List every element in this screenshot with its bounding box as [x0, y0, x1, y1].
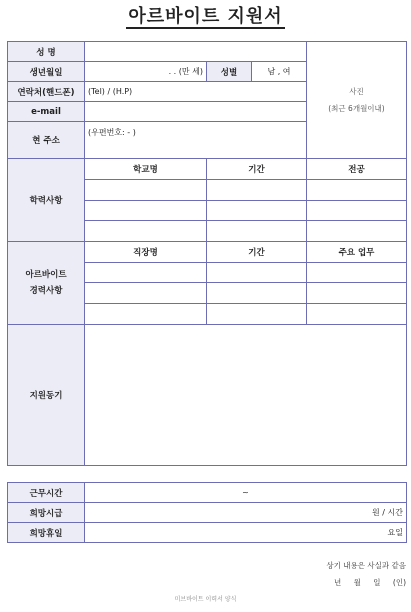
- birth-label: 생년월일: [8, 62, 85, 82]
- wage-field[interactable]: 원 / 시간: [85, 503, 407, 523]
- name-field[interactable]: [85, 42, 307, 62]
- holiday-field[interactable]: 요일: [85, 523, 407, 543]
- birth-field[interactable]: . . (만 세): [85, 62, 207, 82]
- document-title: [0, 2, 411, 28]
- career-company-cell[interactable]: [85, 263, 207, 283]
- education-label: 학력사항: [8, 159, 85, 242]
- career-header-company: 직장명: [85, 242, 207, 263]
- gender-field[interactable]: 남 , 여: [252, 62, 307, 82]
- career-period-cell[interactable]: [207, 304, 307, 325]
- career-label-line1: 아르바이트: [25, 270, 67, 280]
- photo-box[interactable]: [307, 42, 407, 159]
- confirmation-statement: 상기 내용은 사실과 같음: [326, 561, 406, 570]
- hours-field[interactable]: ~: [85, 483, 407, 503]
- title-text: 아르바이트 지원서: [128, 6, 283, 27]
- email-field[interactable]: [85, 102, 307, 122]
- application-form-table: [7, 41, 407, 466]
- education-period-cell[interactable]: [207, 201, 307, 221]
- career-label: [8, 242, 85, 325]
- wage-label: 희망시급: [8, 503, 85, 523]
- motivation-label: 지원동기: [8, 325, 85, 466]
- holiday-label: 희망휴일: [8, 523, 85, 543]
- career-company-cell[interactable]: [85, 304, 207, 325]
- education-header-school: 학교명: [85, 159, 207, 180]
- career-duty-cell[interactable]: [307, 283, 407, 304]
- photo-hint: (최근 6개월이내): [328, 104, 385, 113]
- career-period-cell[interactable]: [207, 283, 307, 304]
- education-header-major: 전공: [307, 159, 407, 180]
- career-duty-cell[interactable]: [307, 263, 407, 283]
- education-school-cell[interactable]: [85, 180, 207, 201]
- contact-field[interactable]: (Tel) / (H.P): [85, 82, 307, 102]
- education-period-cell[interactable]: [207, 221, 307, 242]
- gender-label: 성별: [207, 62, 252, 82]
- career-label-line2: 경력사항: [29, 286, 63, 296]
- date-signature-line: 년 월 일 (인): [334, 578, 406, 587]
- contact-label: 연락처(핸드폰): [8, 82, 85, 102]
- name-label: 성 명: [8, 42, 85, 62]
- career-duty-cell[interactable]: [307, 304, 407, 325]
- career-period-cell[interactable]: [207, 263, 307, 283]
- education-major-cell[interactable]: [307, 221, 407, 242]
- address-label: 현 주소: [8, 122, 85, 159]
- email-label: e-mail: [8, 102, 85, 122]
- motivation-field[interactable]: [85, 325, 407, 466]
- education-major-cell[interactable]: [307, 180, 407, 201]
- hours-label: 근무시간: [8, 483, 85, 503]
- education-school-cell[interactable]: [85, 221, 207, 242]
- form-watermark: 미브바이트 이력서 양식: [174, 596, 237, 603]
- career-header-period: 기간: [207, 242, 307, 263]
- career-company-cell[interactable]: [85, 283, 207, 304]
- education-header-period: 기간: [207, 159, 307, 180]
- photo-label: 사진: [349, 87, 364, 96]
- work-conditions-table: [7, 482, 407, 543]
- education-period-cell[interactable]: [207, 180, 307, 201]
- education-major-cell[interactable]: [307, 201, 407, 221]
- education-school-cell[interactable]: [85, 201, 207, 221]
- address-field[interactable]: (우편번호: - ): [85, 122, 307, 159]
- career-header-duty: 주요 업무: [307, 242, 407, 263]
